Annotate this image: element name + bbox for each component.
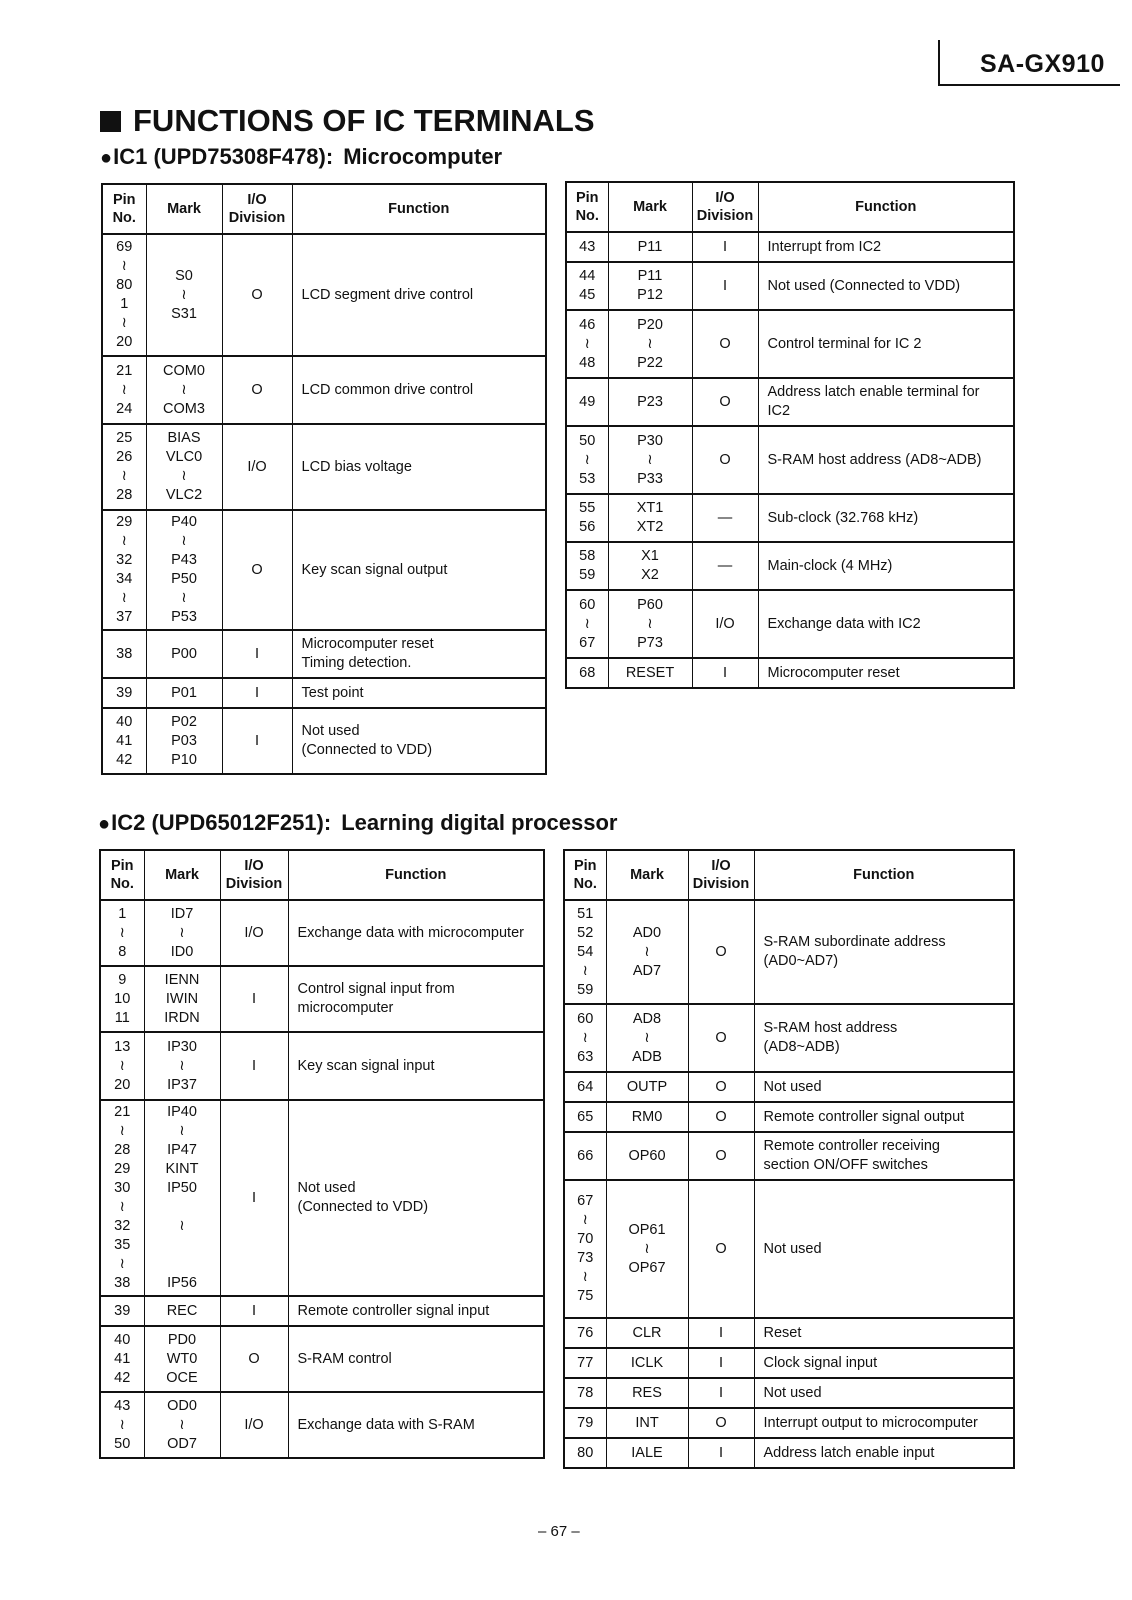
page-title (100, 103, 595, 139)
io-cell: I/O (220, 900, 288, 966)
function-cell: Key scan signal output (292, 510, 546, 630)
pin-cell: 39 (102, 678, 146, 708)
pin-cell: 77 (564, 1348, 606, 1378)
function-cell: Reset (754, 1318, 1014, 1348)
header-mark: Mark (146, 184, 222, 234)
function-cell: Sub-clock (32.768 kHz) (758, 494, 1014, 542)
function-cell: S-RAM host address (AD8~ADB) (754, 1004, 1014, 1072)
function-cell: LCD bias voltage (292, 424, 546, 510)
mark-cell: OUTP (606, 1072, 688, 1102)
table-row (566, 590, 1014, 658)
pin-cell: 43 (566, 232, 608, 262)
table-row (102, 356, 546, 424)
function-cell: Exchange data with IC2 (758, 590, 1014, 658)
header-mark: Mark (144, 850, 220, 900)
io-cell: O (222, 234, 292, 356)
function-cell: Clock signal input (754, 1348, 1014, 1378)
header-io: I/O Division (692, 182, 758, 232)
header-io: I/O Division (222, 184, 292, 234)
function-cell: Control terminal for IC 2 (758, 310, 1014, 378)
mark-cell: X1 X2 (608, 542, 692, 590)
io-cell: O (692, 378, 758, 426)
table-row (102, 630, 546, 678)
io-cell: O (688, 900, 754, 1004)
table-row (564, 900, 1014, 1004)
table-row (566, 494, 1014, 542)
bullet-icon: ● (100, 147, 113, 169)
mark-cell: IENN IWIN IRDN (144, 966, 220, 1032)
mark-cell: P11 P12 (608, 262, 692, 310)
pin-cell: 40 41 42 (102, 708, 146, 774)
table-header (566, 182, 1014, 232)
header-function: Function (288, 850, 544, 900)
table-row (564, 1438, 1014, 1468)
pin-cell: 21 ≀ 24 (102, 356, 146, 424)
function-cell: Exchange data with microcomputer (288, 900, 544, 966)
header-mark: Mark (608, 182, 692, 232)
function-cell: LCD segment drive control (292, 234, 546, 356)
mark-cell: P60 ≀ P73 (608, 590, 692, 658)
pin-cell: 67 ≀ 70 73 ≀ 75 (564, 1180, 606, 1318)
io-cell: I/O (220, 1392, 288, 1458)
pin-cell: 58 59 (566, 542, 608, 590)
table-row (566, 658, 1014, 688)
mark-cell: P40 ≀ P43 P50 ≀ P53 (146, 510, 222, 630)
table-row (100, 1392, 544, 1458)
pin-cell: 43 ≀ 50 (100, 1392, 144, 1458)
io-cell: O (688, 1132, 754, 1180)
io-cell: I (688, 1438, 754, 1468)
function-cell: LCD common drive control (292, 356, 546, 424)
table-row (100, 966, 544, 1032)
mark-cell: AD8 ≀ ADB (606, 1004, 688, 1072)
function-cell: Not used (Connected to VDD) (292, 708, 546, 774)
table-row (102, 678, 546, 708)
ic2-name: IC2 (UPD65012F251): (111, 810, 332, 835)
function-cell: Microcomputer reset (758, 658, 1014, 688)
pin-cell: 66 (564, 1132, 606, 1180)
table-row (102, 234, 546, 356)
io-cell: I (220, 1100, 288, 1296)
io-cell: O (688, 1102, 754, 1132)
mark-cell: IALE (606, 1438, 688, 1468)
mark-cell: P30 ≀ P33 (608, 426, 692, 494)
header-function: Function (754, 850, 1014, 900)
table-row (564, 1072, 1014, 1102)
function-cell: Not used (754, 1378, 1014, 1408)
function-cell: Not used (Connected to VDD) (758, 262, 1014, 310)
io-cell: O (688, 1004, 754, 1072)
function-cell: Exchange data with S-RAM (288, 1392, 544, 1458)
table-header (100, 850, 544, 900)
io-cell: I (222, 678, 292, 708)
pin-cell: 80 (564, 1438, 606, 1468)
pin-cell: 78 (564, 1378, 606, 1408)
io-cell: I (220, 1296, 288, 1326)
table-row (564, 1318, 1014, 1348)
function-cell: Microcomputer reset Timing detection. (292, 630, 546, 678)
pin-cell: 13 ≀ 20 (100, 1032, 144, 1100)
pin-cell: 1 ≀ 8 (100, 900, 144, 966)
mark-cell: P00 (146, 630, 222, 678)
model-number: SA-GX910 (980, 50, 1105, 78)
mark-cell: P11 (608, 232, 692, 262)
function-cell: Main-clock (4 MHz) (758, 542, 1014, 590)
mark-cell: PD0 WT0 OCE (144, 1326, 220, 1392)
table-row (100, 1032, 544, 1100)
header-pin: Pin No. (100, 850, 144, 900)
function-cell: S-RAM subordinate address (AD0~AD7) (754, 900, 1014, 1004)
ic2-table-right (563, 849, 1015, 1469)
header-function: Function (292, 184, 546, 234)
io-cell: I (692, 658, 758, 688)
mark-cell: INT (606, 1408, 688, 1438)
header-function: Function (758, 182, 1014, 232)
io-cell: O (688, 1408, 754, 1438)
function-cell: Interrupt from IC2 (758, 232, 1014, 262)
table-row (564, 1132, 1014, 1180)
table-row (100, 900, 544, 966)
function-cell: S-RAM control (288, 1326, 544, 1392)
mark-cell: P01 (146, 678, 222, 708)
function-cell: Remote controller signal output (754, 1102, 1014, 1132)
header-io: I/O Division (688, 850, 754, 900)
io-cell: I (220, 966, 288, 1032)
mark-cell: IP30 ≀ IP37 (144, 1032, 220, 1100)
bullet-icon: ● (98, 813, 111, 835)
function-cell: Remote controller receiving section ON/OFF switches (754, 1132, 1014, 1180)
pin-cell: 69 ≀ 80 1 ≀ 20 (102, 234, 146, 356)
table-row (564, 1102, 1014, 1132)
header-pin: Pin No. (564, 850, 606, 900)
mark-cell: P20 ≀ P22 (608, 310, 692, 378)
table-row (564, 1378, 1014, 1408)
mark-cell: CLR (606, 1318, 688, 1348)
function-cell: Address latch enable terminal for IC2 (758, 378, 1014, 426)
mark-cell: REC (144, 1296, 220, 1326)
io-cell: O (222, 356, 292, 424)
table-header (102, 184, 546, 234)
io-cell: — (692, 494, 758, 542)
function-cell: Control signal input from microcomputer (288, 966, 544, 1032)
mark-cell: OP60 (606, 1132, 688, 1180)
table-row (564, 1004, 1014, 1072)
table-row (566, 426, 1014, 494)
pin-cell: 9 10 11 (100, 966, 144, 1032)
io-cell: I/O (222, 424, 292, 510)
io-cell: I (692, 232, 758, 262)
function-cell: Not used (754, 1180, 1014, 1318)
mark-cell: AD0 ≀ AD7 (606, 900, 688, 1004)
header-mark: Mark (606, 850, 688, 900)
io-cell: O (692, 310, 758, 378)
ic1-table-left (101, 183, 547, 775)
pin-cell: 60 ≀ 67 (566, 590, 608, 658)
function-cell: S-RAM host address (AD8~ADB) (758, 426, 1014, 494)
pin-cell: 46 ≀ 48 (566, 310, 608, 378)
pin-cell: 44 45 (566, 262, 608, 310)
mark-cell: XT1 XT2 (608, 494, 692, 542)
mark-cell: BIAS VLC0 ≀ VLC2 (146, 424, 222, 510)
table-row (102, 510, 546, 630)
pin-cell: 55 56 (566, 494, 608, 542)
mark-cell: IP40 ≀ IP47 KINT IP50 ≀ IP56 (144, 1100, 220, 1296)
pin-cell: 79 (564, 1408, 606, 1438)
table-row (566, 232, 1014, 262)
square-bullet-icon (100, 111, 121, 132)
function-cell: Address latch enable input (754, 1438, 1014, 1468)
io-cell: I (688, 1378, 754, 1408)
io-cell: I (222, 708, 292, 774)
io-cell: I (688, 1348, 754, 1378)
ic2-desc: Learning digital processor (341, 810, 618, 835)
mark-cell: P23 (608, 378, 692, 426)
header-io: I/O Division (220, 850, 288, 900)
io-cell: O (688, 1180, 754, 1318)
mark-cell: OP61 ≀ OP67 (606, 1180, 688, 1318)
io-cell: — (692, 542, 758, 590)
function-cell: Not used (754, 1072, 1014, 1102)
table-row (102, 708, 546, 774)
table-row (564, 1180, 1014, 1318)
pin-cell: 38 (102, 630, 146, 678)
pin-cell: 60 ≀ 63 (564, 1004, 606, 1072)
pin-cell: 68 (566, 658, 608, 688)
pin-cell: 49 (566, 378, 608, 426)
table-row (100, 1100, 544, 1296)
ic2-heading (98, 810, 617, 836)
table-row (564, 1348, 1014, 1378)
io-cell: I (222, 630, 292, 678)
pin-cell: 76 (564, 1318, 606, 1348)
table-row (100, 1296, 544, 1326)
function-cell: Remote controller signal input (288, 1296, 544, 1326)
mark-cell: RES (606, 1378, 688, 1408)
mark-cell: RESET (608, 658, 692, 688)
mark-cell: ID7 ≀ ID0 (144, 900, 220, 966)
mark-cell: P02 P03 P10 (146, 708, 222, 774)
header-pin: Pin No. (102, 184, 146, 234)
io-cell: I/O (692, 590, 758, 658)
table-row (100, 1326, 544, 1392)
pin-cell: 50 ≀ 53 (566, 426, 608, 494)
function-cell: Interrupt output to microcomputer (754, 1408, 1014, 1438)
pin-cell: 65 (564, 1102, 606, 1132)
mark-cell: ICLK (606, 1348, 688, 1378)
io-cell: I (692, 262, 758, 310)
io-cell: O (692, 426, 758, 494)
header-pin: Pin No. (566, 182, 608, 232)
ic1-table-right (565, 181, 1015, 689)
pin-cell: 29 ≀ 32 34 ≀ 37 (102, 510, 146, 630)
io-cell: O (222, 510, 292, 630)
ic2-table-left (99, 849, 545, 1459)
function-cell: Test point (292, 678, 546, 708)
mark-cell: COM0 ≀ COM3 (146, 356, 222, 424)
page-title-text: FUNCTIONS OF IC TERMINALS (133, 103, 595, 138)
table-row (566, 262, 1014, 310)
io-cell: I (688, 1318, 754, 1348)
pin-cell: 39 (100, 1296, 144, 1326)
io-cell: O (688, 1072, 754, 1102)
mark-cell: RM0 (606, 1102, 688, 1132)
table-row (566, 310, 1014, 378)
table-row (564, 1408, 1014, 1438)
ic1-heading (100, 144, 502, 170)
pin-cell: 64 (564, 1072, 606, 1102)
pin-cell: 51 52 54 ≀ 59 (564, 900, 606, 1004)
pin-cell: 21 ≀ 28 29 30 ≀ 32 35 ≀ 38 (100, 1100, 144, 1296)
page-number: – 67 – (538, 1523, 580, 1540)
function-cell: Key scan signal input (288, 1032, 544, 1100)
ic1-desc: Microcomputer (343, 144, 503, 169)
pin-cell: 40 41 42 (100, 1326, 144, 1392)
ic1-name: IC1 (UPD75308F478): (113, 144, 334, 169)
table-header (564, 850, 1014, 900)
mark-cell: S0 ≀ S31 (146, 234, 222, 356)
table-row (102, 424, 546, 510)
mark-cell: OD0 ≀ OD7 (144, 1392, 220, 1458)
pin-cell: 25 26 ≀ 28 (102, 424, 146, 510)
table-row (566, 542, 1014, 590)
table-row (566, 378, 1014, 426)
io-cell: I (220, 1032, 288, 1100)
io-cell: O (220, 1326, 288, 1392)
function-cell: Not used (Connected to VDD) (288, 1100, 544, 1296)
